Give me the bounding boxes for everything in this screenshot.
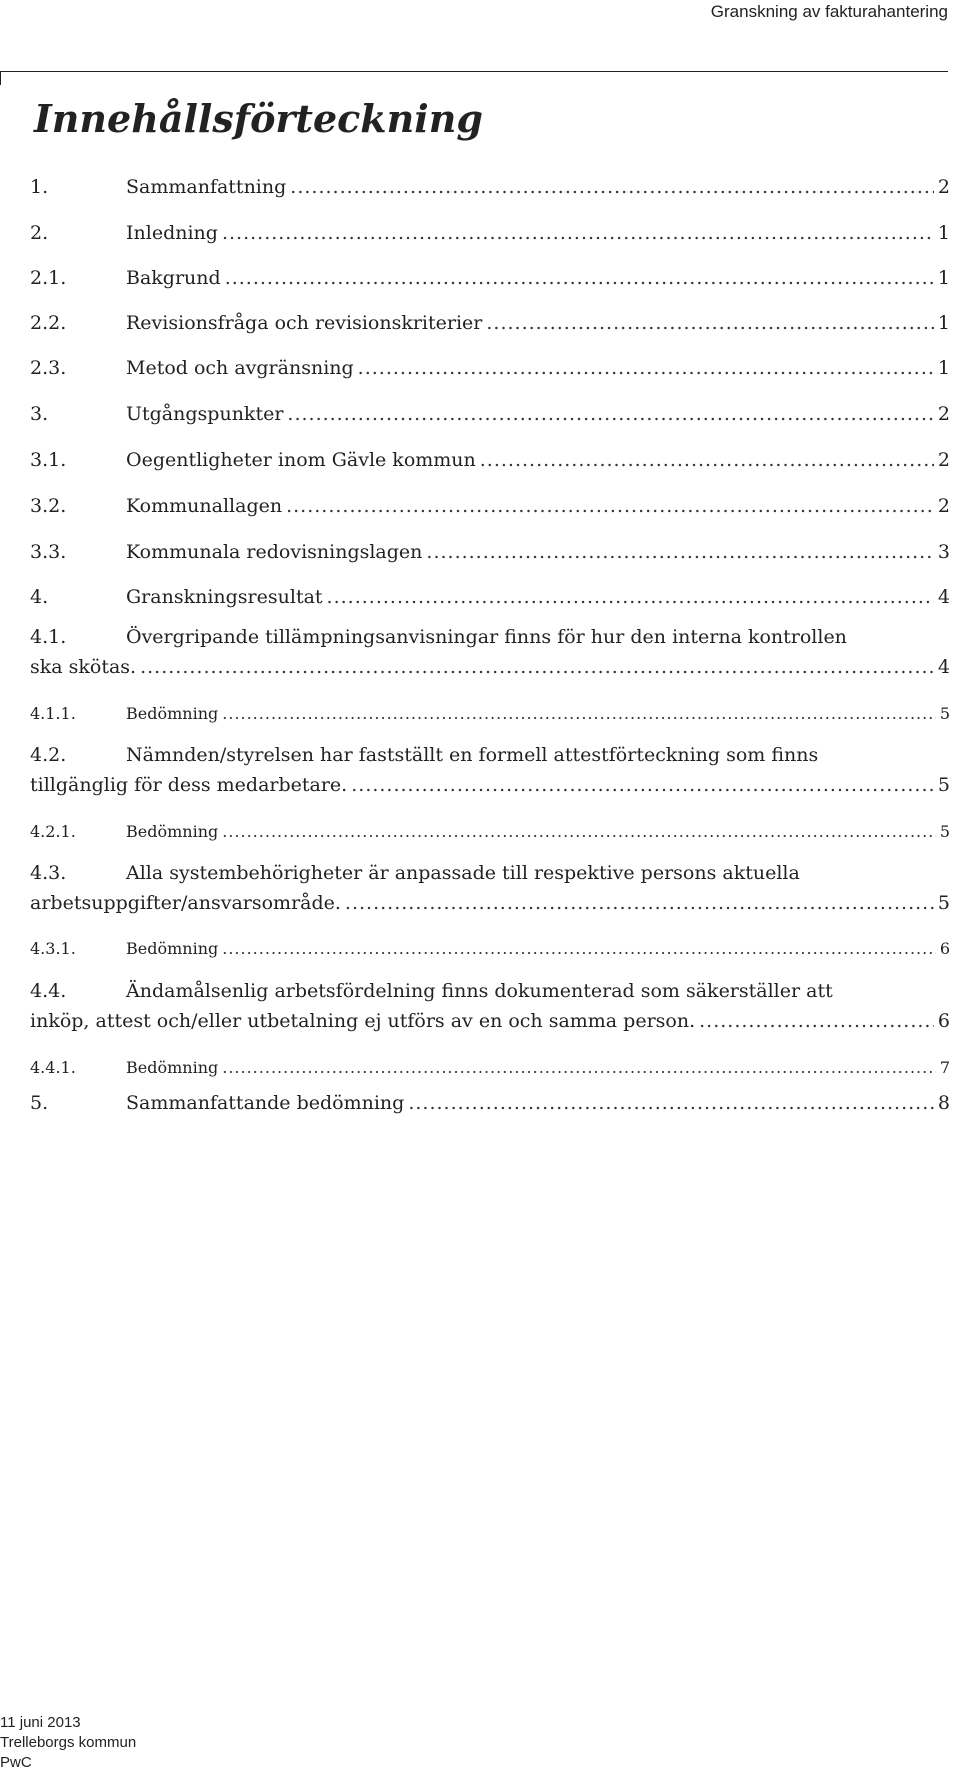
toc-entry-number: 3.3. — [30, 541, 67, 563]
toc-entry-number: 5. — [30, 1092, 49, 1114]
toc-leader-dots — [222, 939, 936, 958]
toc-entry-text-continued: arbetsuppgifter/ansvarsområde. — [30, 892, 341, 914]
toc-leader-dots — [480, 449, 934, 471]
toc-entry-text: Bedömning — [126, 704, 219, 723]
running-header: Granskning av fakturahantering — [710, 2, 948, 21]
toc-entry-text: Inledning — [126, 222, 218, 244]
toc-entry-page: 5 — [939, 704, 950, 723]
toc-leader-dots — [486, 312, 934, 334]
toc-entry-page: 2 — [937, 403, 950, 425]
toc-entry-text: Nämnden/styrelsen har fastställt en formell attestförteckning som finns — [126, 744, 819, 766]
toc-entry-5[interactable] — [30, 1092, 950, 1114]
toc-entry-text-continued: tillgänglig för dess medarbetare. — [30, 774, 348, 796]
header-rule — [0, 71, 948, 72]
toc-entry-3-1[interactable] — [30, 449, 950, 471]
toc-entry-number: 4.1. — [30, 626, 67, 648]
toc-entry-page: 5 — [939, 822, 950, 841]
toc-leader-dots — [286, 495, 934, 517]
toc-entry-4-4-1[interactable] — [30, 1058, 950, 1077]
toc-entry-page: 2 — [937, 449, 950, 471]
toc-leader-dots — [345, 888, 934, 918]
toc-entry-number: 3.1. — [30, 449, 67, 471]
toc-entry-page: 8 — [937, 1092, 950, 1114]
toc-entry-text: Revisionsfråga och revisionskriterier — [126, 312, 483, 334]
toc-entry-page: 4 — [937, 586, 950, 608]
toc-leader-dots — [327, 586, 934, 608]
toc-entry-4-3-1[interactable] — [30, 939, 950, 958]
toc-entry-4-2-1[interactable] — [30, 822, 950, 841]
toc-entry-page: 1 — [937, 312, 950, 334]
toc-entry-number: 2. — [30, 222, 49, 244]
toc-entry-page: 2 — [937, 176, 950, 198]
toc-leader-dots — [222, 704, 936, 723]
toc-leader-dots — [222, 222, 934, 244]
toc-leader-dots — [140, 652, 934, 682]
toc-leader-dots — [699, 1006, 934, 1036]
toc-entry-number: 4.2.1. — [30, 822, 76, 841]
toc-leader-dots — [426, 541, 934, 563]
toc-entry-number: 3.2. — [30, 495, 67, 517]
toc-entry-text: Bakgrund — [126, 267, 221, 289]
toc-entry-text: Kommunallagen — [126, 495, 283, 517]
toc-entry-page: 4 — [937, 656, 950, 678]
toc-title: Innehållsförteckning — [34, 96, 483, 141]
toc-leader-dots — [358, 357, 934, 379]
toc-entry-number: 4.4.1. — [30, 1058, 76, 1077]
toc-entry-number: 4. — [30, 586, 49, 608]
footer-company: PwC — [0, 1754, 32, 1771]
footer-organization: Trelleborgs kommun — [0, 1734, 137, 1751]
toc-entry-text-continued: inköp, attest och/eller utbetalning ej utförs av en och samma person. — [30, 1010, 696, 1032]
toc-entry-text: Alla systembehörigheter är anpassade till respektive persons aktuella — [126, 862, 800, 884]
toc-entry-text: Oegentligheter inom Gävle kommun — [126, 449, 476, 471]
toc-entry-3-3[interactable] — [30, 541, 950, 563]
toc-entry-page: 2 — [937, 495, 950, 517]
toc-entry-text: Ändamålsenlig arbetsfördelning finns dokumenterad som säkerställer att — [126, 980, 833, 1002]
toc-entry-number: 2.2. — [30, 312, 67, 334]
toc-entry-number: 2.3. — [30, 357, 67, 379]
toc-entry-2-1[interactable] — [30, 267, 950, 289]
toc-entry-4[interactable] — [30, 586, 950, 608]
toc-entry-number: 2.1. — [30, 267, 67, 289]
toc-entry-text: Granskningsresultat — [126, 586, 323, 608]
toc-entry-4-4[interactable] — [30, 976, 950, 1036]
toc-entry-page: 5 — [937, 892, 950, 914]
toc-entry-number: 4.3.1. — [30, 939, 76, 958]
toc-entry-page: 3 — [937, 541, 950, 563]
toc-entry-page: 6 — [939, 939, 950, 958]
toc-entry-2-2[interactable] — [30, 312, 950, 334]
toc-entry-text: Sammanfattning — [126, 176, 287, 198]
toc-leader-dots — [290, 176, 934, 198]
toc-entry-4-1[interactable] — [30, 622, 950, 682]
toc-entry-page: 1 — [937, 222, 950, 244]
toc-entry-text: Bedömning — [126, 1058, 219, 1077]
footer-date: 11 juni 2013 — [0, 1714, 81, 1731]
toc-entry-number: 1. — [30, 176, 49, 198]
toc-entry-text: Sammanfattande bedömning — [126, 1092, 405, 1114]
toc-entry-text: Bedömning — [126, 939, 219, 958]
toc-leader-dots — [222, 822, 936, 841]
toc-entry-text-continued: ska skötas. — [30, 656, 137, 678]
toc-entry-page: 6 — [937, 1010, 950, 1032]
toc-entry-text: Bedömning — [126, 822, 219, 841]
toc-entry-number: 3. — [30, 403, 49, 425]
toc-entry-number: 4.3. — [30, 862, 67, 884]
toc-entry-page: 1 — [937, 357, 950, 379]
toc-entry-3[interactable] — [30, 403, 950, 425]
toc-leader-dots — [408, 1092, 934, 1114]
toc-entry-page: 1 — [937, 267, 950, 289]
toc-leader-dots — [351, 770, 934, 800]
toc-entry-4-1-1[interactable] — [30, 704, 950, 723]
toc-leader-dots — [287, 403, 934, 425]
toc-entry-page: 7 — [939, 1058, 950, 1077]
toc-entry-text: Utgångspunkter — [126, 403, 284, 425]
toc-entry-2[interactable] — [30, 222, 950, 244]
header-rule-tick — [0, 71, 1, 85]
toc-entry-page: 5 — [937, 774, 950, 796]
toc-entry-text: Övergripande tillämpningsanvisningar finns för hur den interna kontrollen — [126, 626, 847, 648]
toc-entry-number: 4.4. — [30, 980, 67, 1002]
toc-leader-dots — [225, 267, 934, 289]
toc-entry-number: 4.1.1. — [30, 704, 76, 723]
toc-entry-text: Kommunala redovisningslagen — [126, 541, 423, 563]
toc-entry-4-2[interactable] — [30, 740, 950, 800]
page-footer — [0, 1713, 136, 1773]
toc-entry-number: 4.2. — [30, 744, 67, 766]
toc-entry-1[interactable] — [30, 176, 950, 198]
toc-leader-dots — [222, 1058, 936, 1077]
toc-entry-2-3[interactable] — [30, 357, 950, 379]
toc-entry-4-3[interactable] — [30, 858, 950, 918]
toc-entry-text: Metod och avgränsning — [126, 357, 354, 379]
toc-entry-3-2[interactable] — [30, 495, 950, 517]
